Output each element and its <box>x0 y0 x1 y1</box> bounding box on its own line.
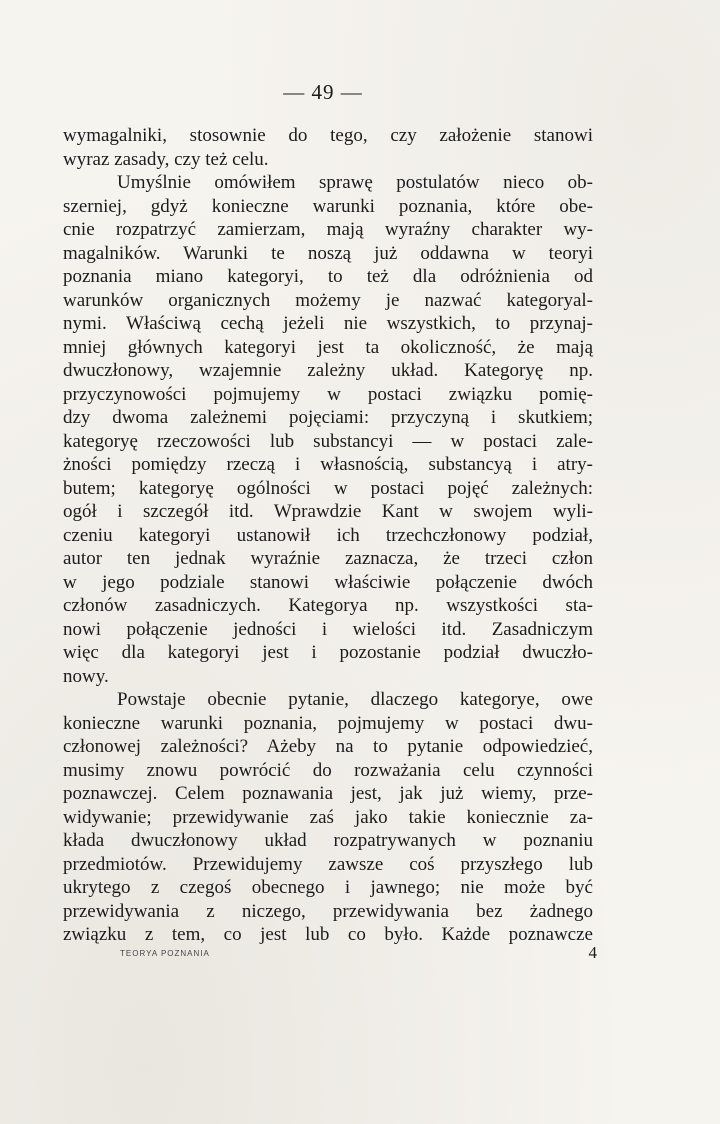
text-line: butem; kategoryę ogólności w postaci pojęć zależnych: <box>63 477 593 499</box>
text-line: wyraz zasady, czy też celu. <box>63 148 269 170</box>
text-line: poznania miano kategoryi, to też dla odróżnienia od <box>63 266 593 287</box>
text-line: członowej zależności? Ażeby na to pytanie odpowiedzieć, <box>63 736 593 757</box>
sheet-number: 4 <box>588 943 597 962</box>
text-line: Powstaje obecnie pytanie, dlaczego kategorye, owe <box>117 689 593 710</box>
text-line: żności pomiędzy rzeczą i własnością, substancyą i atry- <box>63 454 593 475</box>
text-line: ogół i szczegół itd. Wprawdzie Kant w swojem wyli- <box>63 501 593 522</box>
text-line: wymagalniki, stosownie do tego, czy założenie stanowi <box>63 125 593 146</box>
text-line: kategoryę rzeczowości lub substancyi — w postaci zale- <box>63 430 593 452</box>
text-line: widywanie; przewidywanie zaś jako takie koniecznie za- <box>63 806 593 828</box>
text-line: związku z tem, co jest lub co było. Każde poznawcze <box>63 924 593 945</box>
text-line: w jego podziale stanowi właściwie połączenie dwóch <box>63 571 593 593</box>
page-footer <box>63 943 597 967</box>
text-line: ukrytego z czegoś obecnego i jawnego; nie może być <box>63 877 593 898</box>
body-text <box>63 124 593 947</box>
text-line: cnie rozpatrzyć zamierzam, mają wyraźny charakter wy- <box>63 219 593 240</box>
text-line: nowy. <box>63 665 109 687</box>
text-line: autor ten jednak wyraźnie zaznacza, że trzeci człon <box>63 548 593 569</box>
text-line: magalników. Warunki te noszą już oddawna w teoryi <box>63 242 593 264</box>
text-line: dwuczłonowy, wzajemnie zależny układ. Kategoryę np. <box>63 360 593 381</box>
text-line: konieczne warunki poznania, pojmujemy w postaci dwu- <box>63 712 593 734</box>
text-line: Umyślnie omówiłem sprawę postulatów nieco ob- <box>117 172 593 193</box>
text-line: mniej głównych kategoryi jest ta okoliczność, że mają <box>63 336 593 358</box>
text-line: przedmiotów. Przewidujemy zawsze coś przyszłego lub <box>63 853 593 875</box>
text-line: członów zasadniczych. Kategorya np. wszystkości sta- <box>63 595 593 616</box>
text-line: kłada dwuczłonowy układ rozpatrywanych w poznaniu <box>63 830 593 851</box>
text-line: nymi. Właściwą cechą jeżeli nie wszystkich, to przynaj- <box>63 313 593 334</box>
page-number: — 49 — <box>283 80 363 104</box>
text-line: nowi połączenie jedności i wielości itd. Zasadniczym <box>63 618 593 640</box>
text-line: czeniu kategoryi ustanowił ich trzechczłonowy podział, <box>63 524 593 546</box>
text-line: przyczynowości pojmujemy w postaci związku pomię- <box>63 383 593 405</box>
text-line: poznawczej. Celem poznawania jest, jak już wiemy, prze- <box>63 783 593 804</box>
text-line: przewidywania z niczego, przewidywania bez żadnego <box>63 900 593 922</box>
text-line: dzy dwoma zależnemi pojęciami: przyczyną i skutkiem; <box>63 407 593 428</box>
text-line: więc dla kategoryi jest i pozostanie podział dwuczło- <box>63 642 593 663</box>
printer-signature: TEORYA POZNANIA <box>120 949 210 958</box>
text-line: szerniej, gdyż konieczne warunki poznania, które obe- <box>63 195 593 217</box>
text-line: warunków organicznych możemy je nazwać kategoryal- <box>63 289 593 311</box>
text-line: musimy znowu powrócić do rozważania celu czynności <box>63 759 593 781</box>
